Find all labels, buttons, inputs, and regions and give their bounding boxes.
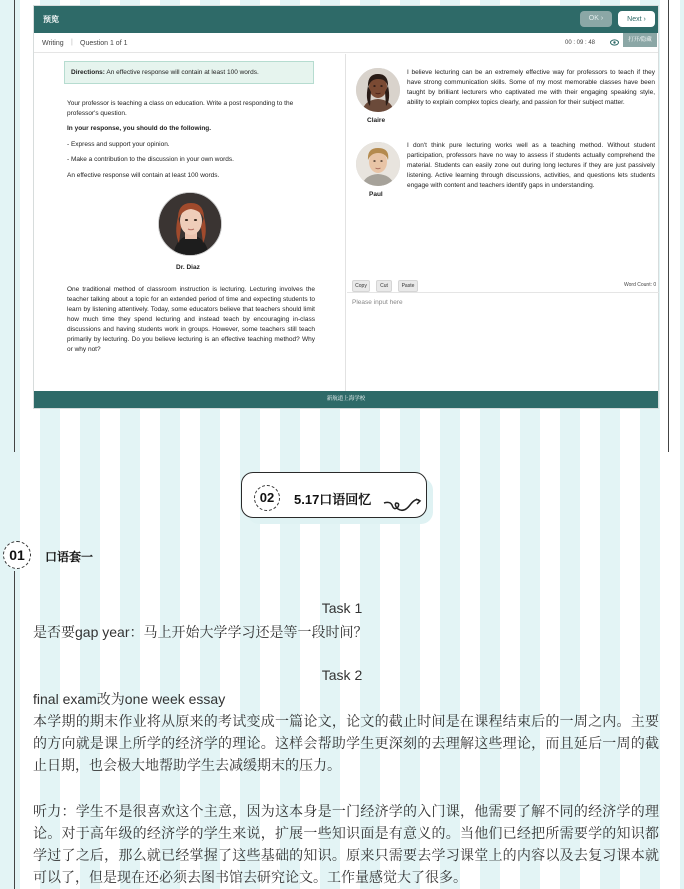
divider: | [71,39,73,46]
section-banner [241,472,427,518]
student-post-claire: I believe lecturing can be an extremely effective way for professors to teach if they have strong communication skills. Some of my most memorable classes have been taught by brilliant lecturers who captivated me with their engaging speaking style, ability to explain complex topics clearly, and passion for their subject matter. [407,69,655,106]
question-counter: Question 1 of 1 [80,40,128,47]
app-title: 预览 [43,15,59,24]
section-label: Writing [42,40,64,47]
student-name-paul: Paul [369,191,383,198]
student-post-paul: I don't think pure lecturing works well as a teaching method. Without student participation, professors have no way to assess if students actually comprehend the material. Students can easily zone out during long lectures if they are just passively listening. Active learning through discussions, activities, and questions lets students engage with content and teachers identify gaps in understanding. [407,142,655,189]
frame-line-left [14,0,15,452]
content-line-left [14,571,15,889]
paste-button[interactable]: Paste [398,280,418,292]
directions-text: An effective response will contain at least 100 words. [104,69,259,76]
copy-button[interactable]: Copy [352,280,370,292]
frame-line-right [668,0,669,452]
task2-listening: 听力：学生不是很喜欢这个主意，因为这本身是一门经济学的入门课，他需要了解不同的经济学的理论。对于高年级的经济学的学生来说，扩展一些知识面是有意义的。当他们已经把所需要学的知识都学过了之后，那么就已经掌握了这些基础的知识。原来只需要去学习课堂上的内容以及去复习课本就可以了，但是现在还必须去图书馆去研究论文。工作量感觉大了很多。 [33,803,659,885]
task1-title: Task 1 [321,600,363,616]
word-requirement: An effective response will contain at least 100 words. [67,172,220,179]
cut-button[interactable]: Cut [376,280,392,292]
next-button[interactable]: Next › [618,11,655,27]
response-placeholder: Please input here [352,299,403,306]
app-header [34,6,658,33]
timer: 00 : 09 : 48 [565,40,596,46]
instruction-heading: In your response, you should do the following. [67,125,212,132]
task-intro: Your professor is teaching a class on education. Write a post responding to the professor's question. [67,100,294,117]
directions-box [64,61,314,84]
professor-avatar [158,192,222,256]
section-title: 5.17口语回忆 [294,492,372,507]
hide-timer-button[interactable]: 打开/隐藏 [623,33,657,47]
professor-question: One traditional method of classroom instruction is lecturing. Lecturing involves the teacher talking about a topic for an extended period of time and expecting students to learn by listening attentively. Today, some educators believe that teachers should limit how much time they spend lecturing and instead teach by encouraging in-class discussions and having students work in groups. However, some teachers still teach primarily by lecturing. Do you believe lecturing is an effective teaching method? Why or why not? [67,286,315,353]
section-number: 02 [254,485,280,511]
app-footer: 新航道上海学校 [34,391,658,408]
professor-name: Dr. Diaz [176,264,200,271]
student-avatar-claire [356,68,400,112]
word-count: Word Count: 0 [624,282,657,288]
student-avatar-paul [356,142,400,186]
discussion-pane [347,54,659,392]
task2-reading: 本学期的期末作业将从原来的考试变成一篇论文，论文的截止时间是在课程结束后的一周之内。主要的方向就是课上所学的经济学的理论。这样会帮助学生更深刻的去理解这些理论，而且延后一周的截止日期，也会极大地帮助学生去减缓期末的压力。 [33,713,659,773]
eye-icon[interactable] [610,39,619,48]
prompt-pane [34,54,346,392]
ok-button[interactable]: OK › [580,11,612,27]
student-name-claire: Claire [367,117,386,124]
status-bar [34,33,658,53]
set-title: 口语套一 [45,550,94,564]
bullet-1: - Express and support your opinion. [67,141,170,148]
task2-title: Task 2 [321,667,363,683]
toefl-writing-app [33,5,659,409]
set-number: 01 [3,541,31,569]
task2-subtitle: final exam改为one week essay [33,691,226,707]
response-textarea[interactable] [347,292,659,392]
task1-question: 是否要gap year：马上开始大学学习还是等一段时间？ [33,624,368,640]
squiggle-decoration [382,491,426,515]
bullet-2: - Make a contribution to the discussion in your own words. [67,156,234,163]
directions-label: Directions: [71,69,105,76]
